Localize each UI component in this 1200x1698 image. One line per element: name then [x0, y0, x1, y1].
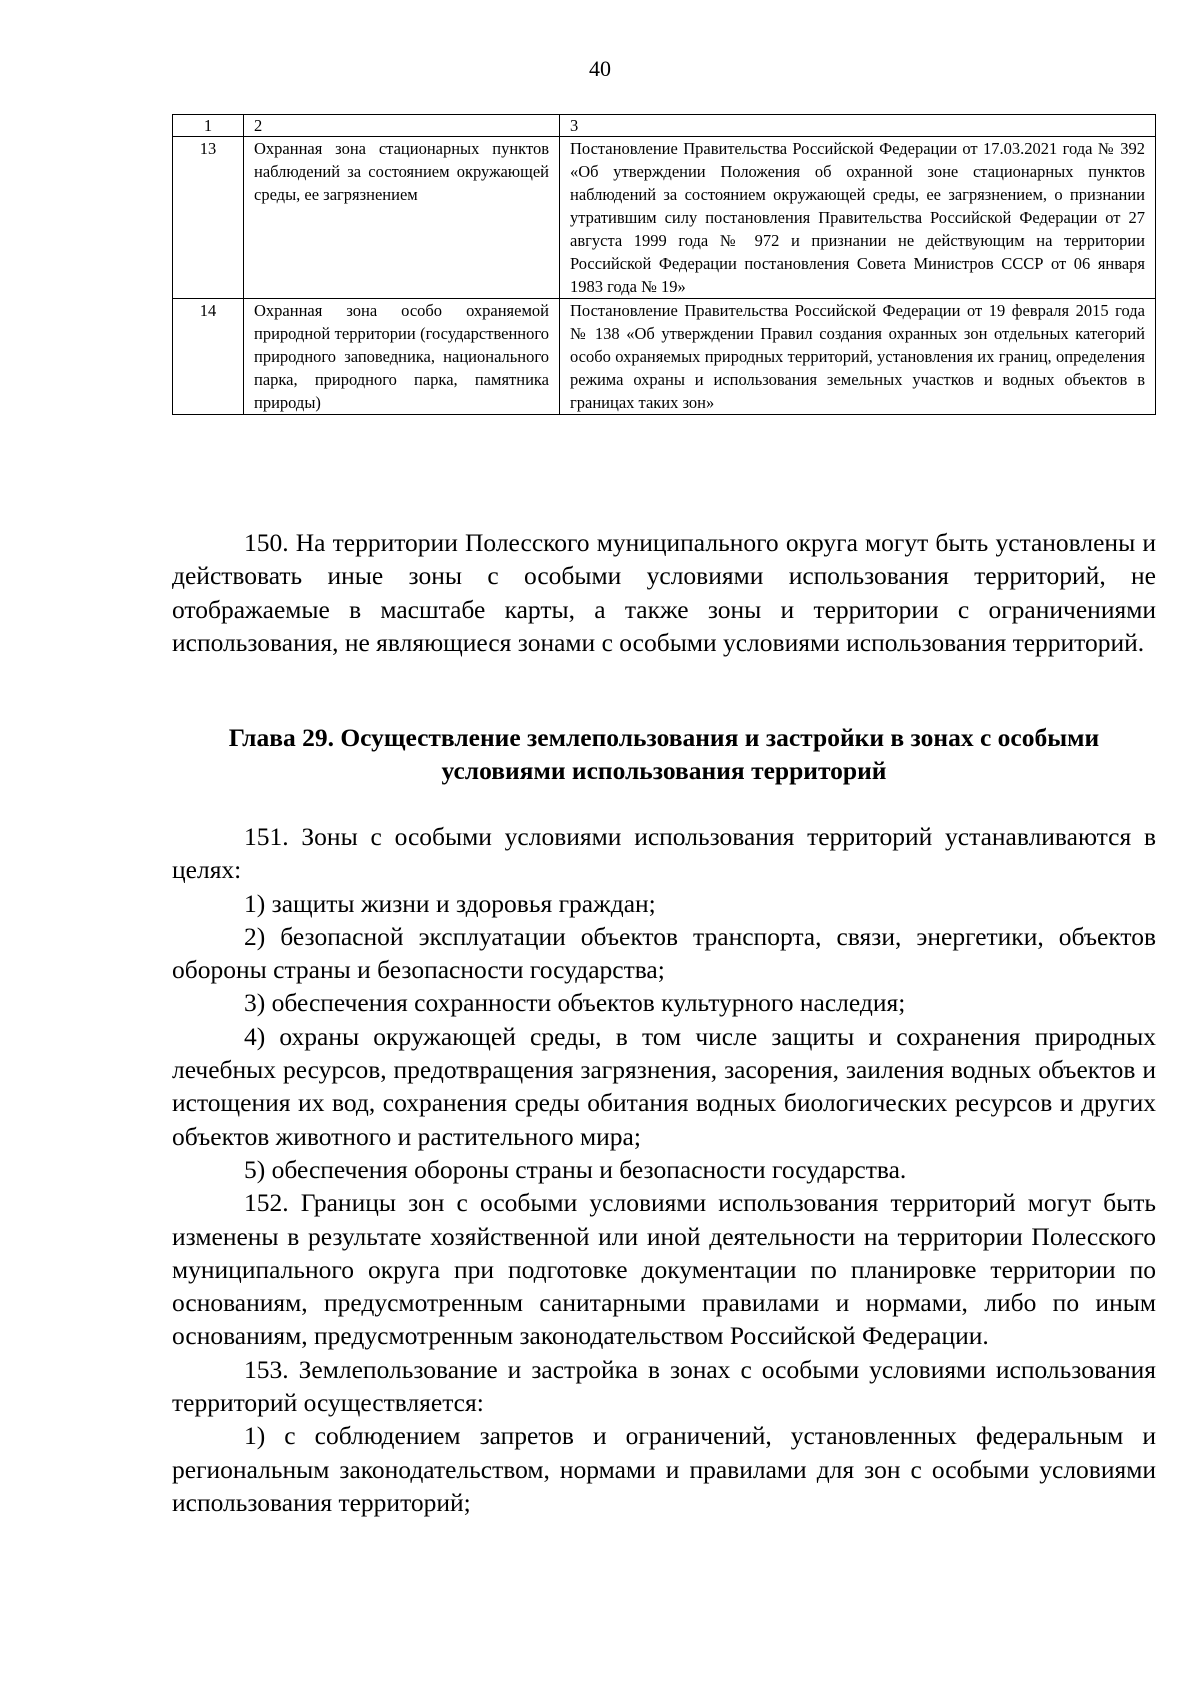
list-item: 3) обеспечения сохранности объектов культурного наследия; — [244, 988, 906, 1018]
row-zone: Охранная зона особо охраняемой природной территории (государственного природного заповедника, национального парка, природного парка, памятника природы) — [244, 299, 560, 415]
chapter-title — [172, 721, 1156, 787]
row-document: Постановление Правительства Российской Федерации от 17.03.2021 года № 392 «Об утверждении Положения об охранной зоне стационарных пунктов наблюдений за состоянием окружающей среды, ее загрязнением, о признании утратившим силу постановления Правительства Российской Федерации от 27 августа 1999 года № 972 и признании не действующим на территории Российской Федерации постановления Совета Министров СССР от 06 января 1983 года № 19» — [560, 137, 1156, 299]
regulations-table — [172, 114, 1156, 415]
table-row — [173, 137, 1156, 299]
paragraph-150: 150. На территории Полесского муниципального округа могут быть установлены и действовать иные зоны с особыми условиями использования территорий, не отображаемые в масштабе карты, а также зоны и территории с ограничениями использования, не являющиеся зонами с особыми условиями использования территорий. — [172, 528, 1156, 657]
list-item: 1) защиты жизни и здоровья граждан; — [244, 888, 656, 918]
list-item: 5) обеспечения обороны страны и безопасности государства. — [244, 1154, 907, 1184]
paragraph-block — [172, 526, 1156, 659]
chapter-title-line-2: условиями использования территорий — [441, 756, 887, 785]
row-document: Постановление Правительства Российской Федерации от 19 февраля 2015 года № 138 «Об утверждении Правил создания охранных зон отдельных категорий особо охраняемых природных территорий, установления их границ, определения режима охраны и использования земельных участков и водных объектов в границах таких зон» — [560, 299, 1156, 415]
row-number: 14 — [173, 299, 244, 415]
table-header-row — [173, 115, 1156, 137]
row-number: 13 — [173, 137, 244, 299]
list-item: 2) безопасной эксплуатации объектов транспорта, связи, энергетики, объектов обороны страны и безопасности государства; — [172, 921, 1156, 985]
header-cell-number: 1 — [173, 115, 244, 137]
main-text — [172, 820, 1156, 1519]
paragraph-152: 152. Границы зон с особыми условиями использования территорий могут быть изменены в результате хозяйственной или иной деятельности на территории Полесского муниципального округа при подготовке документации по планировке территории по основаниям, предусмотренным санитарными правилами и нормами, либо по иным основаниям, предусмотренным законодательством Российской Федерации. — [172, 1188, 1156, 1351]
chapter-title-line-1: Глава 29. Осуществление землепользования и застройки в зонах с особыми — [228, 723, 1100, 752]
list-item: 4) охраны окружающей среды, в том числе защиты и сохранения природных лечебных ресурсов, предотвращения загрязнения, засорения, заиления водных объектов и истощения их вод, сохранения среды обитания водных биологических ресурсов и других объектов животного и растительного мира; — [172, 1021, 1156, 1151]
paragraph-153: 153. Землепользование и застройка в зонах с особыми условиями использования территорий осуществляется: — [172, 1354, 1156, 1418]
list-item: 1) с соблюдением запретов и ограничений, установленных федеральным и региональным законодательством, нормами и правилами для зон с особыми условиями использования территорий; — [172, 1421, 1156, 1517]
page-number: 40 — [589, 56, 611, 81]
header-cell-document: 3 — [560, 115, 1156, 137]
table-row — [173, 299, 1156, 415]
paragraph-151: 151. Зоны с особыми условиями использования территорий устанавливаются в целях: — [172, 822, 1156, 885]
header-cell-zone: 2 — [244, 115, 560, 137]
row-zone: Охранная зона стационарных пунктов наблюдений за состоянием окружающей среды, ее загрязнением — [244, 137, 560, 299]
